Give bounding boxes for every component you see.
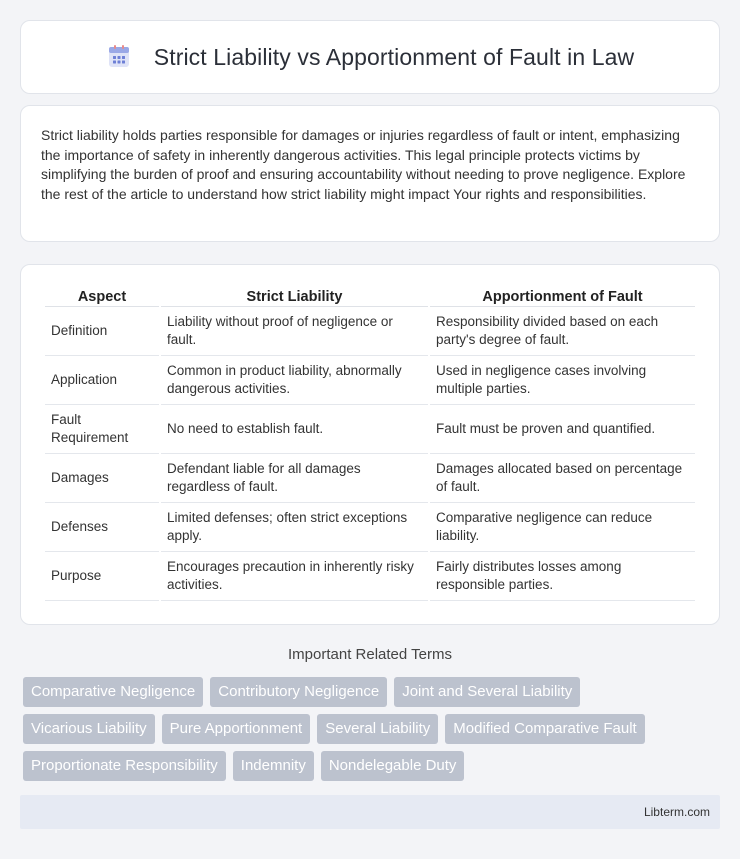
strict-liability-cell: No need to establish fault. [161,405,428,454]
related-term-tag[interactable]: Joint and Several Liability [394,677,580,707]
strict-liability-cell: Common in product liability, abnormally dangerous activities. [161,356,428,405]
related-term-tag[interactable]: Pure Apportionment [162,714,311,744]
table-row [45,503,695,552]
tag-row [23,751,723,781]
tag-row [23,714,723,744]
related-term-tag[interactable]: Proportionate Responsibility [23,751,226,781]
apportionment-cell: Fault must be proven and quantified. [430,405,695,454]
aspect-cell: Defenses [45,503,159,552]
table-row [45,552,695,601]
intro-text: Strict liability holds parties responsible for damages or injuries regardless of fault or intent, emphasizing the importance of safety in inherently dangerous activities. This legal principle protects victims by simplifying the burden of proof and ensuring accountability without needing to prove negligence. Explore the rest of the article to understand how strict liability might impact Your rights and responsibilities. [41,127,686,202]
column-header: Strict Liability [161,285,428,307]
apportionment-cell: Damages allocated based on percentage of fault. [430,454,695,503]
related-terms-list [23,677,723,788]
strict-liability-cell: Defendant liable for all damages regardless of fault. [161,454,428,503]
apportionment-cell: Responsibility divided based on each party's degree of fault. [430,307,695,356]
related-term-tag[interactable]: Nondelegable Duty [321,751,465,781]
aspect-cell: Application [45,356,159,405]
document-calendar-icon [106,44,132,70]
strict-liability-cell: Encourages precaution in inherently risky activities. [161,552,428,601]
strict-liability-cell: Limited defenses; often strict exceptions apply. [161,503,428,552]
column-header: Apportionment of Fault [430,285,695,307]
aspect-cell: Fault Requirement [45,405,159,454]
related-term-tag[interactable]: Comparative Negligence [23,677,203,707]
footer-brand-link[interactable]: Libterm.com [643,805,710,819]
apportionment-cell: Comparative negligence can reduce liability. [430,503,695,552]
table-row [45,405,695,454]
related-term-tag[interactable]: Contributory Negligence [210,677,387,707]
related-term-tag[interactable]: Modified Comparative Fault [445,714,644,744]
column-header: Aspect [45,285,159,307]
apportionment-cell: Fairly distributes losses among responsible parties. [430,552,695,601]
related-term-tag[interactable]: Vicarious Liability [23,714,155,744]
comparison-table-card [20,264,720,625]
comparison-table [43,285,697,601]
table-row [45,454,695,503]
related-term-tag[interactable]: Several Liability [317,714,438,744]
tag-row [23,677,723,707]
page-title: Strict Liability vs Apportionment of Fault in Law [153,43,635,70]
title-card [20,20,720,94]
related-term-tag[interactable]: Indemnity [233,751,314,781]
apportionment-cell: Used in negligence cases involving multiple parties. [430,356,695,405]
footer [20,795,720,829]
intro-card [20,105,720,242]
strict-liability-cell: Liability without proof of negligence or fault. [161,307,428,356]
table-row [45,356,695,405]
aspect-cell: Definition [45,307,159,356]
related-terms-title: Important Related Terms [288,646,452,663]
table-row [45,307,695,356]
table-header-row [45,285,695,307]
aspect-cell: Purpose [45,552,159,601]
aspect-cell: Damages [45,454,159,503]
